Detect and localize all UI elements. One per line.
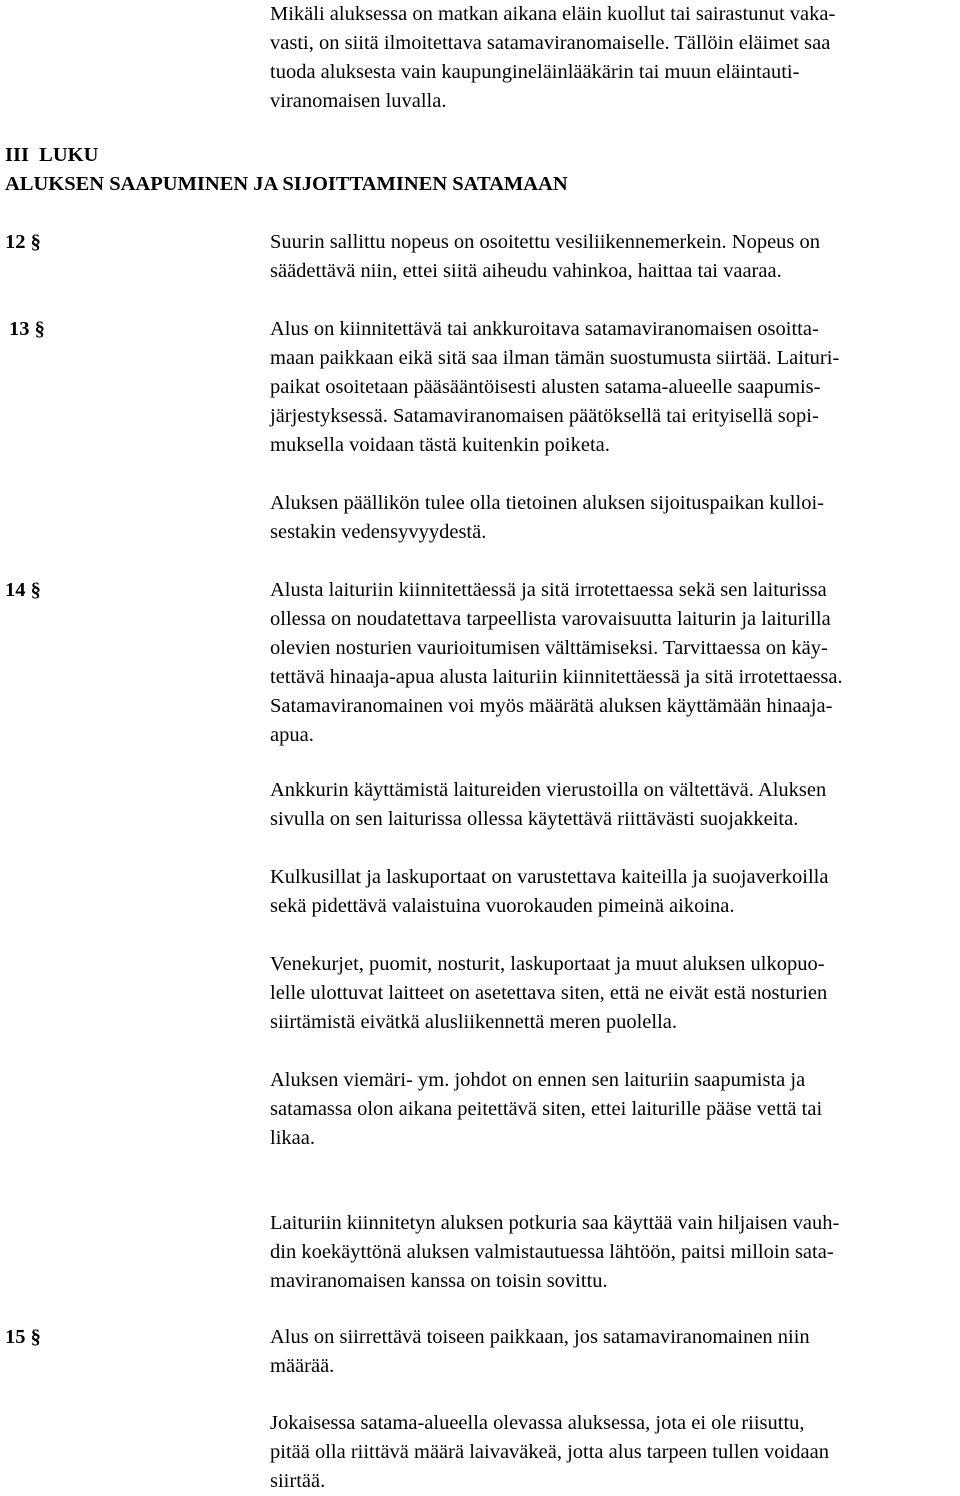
text-line: maviranomaisen kanssa on toisin sovittu. [270, 1270, 608, 1292]
section-15-paragraph-2 [270, 1409, 950, 1496]
text-line: olevien nosturien vaurioitumisen välttämiseksi. Tarvittaessa on käy- [270, 637, 828, 659]
text-line: muksella voidaan tästä kuitenkin poiketa. [270, 434, 610, 456]
text-line: Ankkurin käyttämistä laitureiden vierustoilla on vältettävä. Aluksen [270, 779, 827, 801]
text-line: Alus on kiinnitettävä tai ankkuroitava satamaviranomaisen osoitta- [270, 318, 819, 340]
chapter-number: III LUKU [5, 144, 99, 166]
section-14-body [270, 576, 950, 750]
text-line: järjestyksessä. Satamaviranomaisen päätöksellä tai erityisellä sopi- [270, 405, 819, 427]
text-line: Mikäli aluksessa on matkan aikana eläin kuollut tai sairastunut vaka- [270, 3, 836, 25]
text-line: sekä pidettävä valaistuina vuorokauden pimeinä aikoina. [270, 895, 735, 917]
text-line: sivulla on sen laiturissa ollessa käytettävä riittävästi suojakkeita. [270, 808, 799, 830]
text-line: määrää. [270, 1355, 335, 1377]
intro-paragraph [270, 0, 950, 116]
text-line: tuoda aluksesta vain kaupungineläinlääkärin tai muun eläintauti- [270, 61, 800, 83]
text-line: satamassa olon aikana peitettävä siten, ettei laiturille pääse vettä tai [270, 1098, 823, 1120]
text-line: likaa. [270, 1127, 315, 1149]
section-13-body [270, 315, 950, 460]
section-14-paragraph-4 [270, 950, 950, 1037]
text-line: sestakin vedensyvyydestä. [270, 521, 487, 543]
text-line: maan paikkaan eikä sitä saa ilman tämän suostumusta siirtää. Laituri- [270, 347, 840, 369]
text-line: paikat osoitetaan pääsääntöisesti alusten satama-alueelle saapumis- [270, 376, 821, 398]
text-line: säädettävä niin, ettei siitä aiheudu vahinkoa, haittaa tai vaaraa. [270, 260, 782, 282]
text-line: Aluksen viemäri- ym. johdot on ennen sen laituriin saapumista ja [270, 1069, 806, 1091]
text-line: Venekurjet, puomit, nosturit, laskuportaat ja muut aluksen ulkopuo- [270, 953, 825, 975]
section-number: 12 § [5, 231, 41, 253]
text-line: Satamaviranomainen voi myös määrätä aluksen käyttämään hinaaja- [270, 695, 833, 717]
section-number: 13 § [9, 318, 45, 340]
chapter-heading [5, 141, 568, 199]
text-line: Suurin sallittu nopeus on osoitettu vesiliikennemerkein. Nopeus on [270, 231, 821, 253]
text-line: siirtämistä eivätkä alusliikennettä meren puolella. [270, 1011, 678, 1033]
text-line: din koekäyttönä aluksen valmistautuessa lähtöön, paitsi milloin sata- [270, 1241, 834, 1263]
text-line: siirtää. [270, 1470, 326, 1492]
text-line: pitää olla riittävä määrä laivaväkeä, jotta alus tarpeen tullen voidaan [270, 1441, 829, 1463]
text-line: ollessa on noudatettava tarpeellista varovaisuutta laiturin ja laiturilla [270, 608, 831, 630]
section-14-paragraph-6 [270, 1209, 950, 1296]
text-line: Jokaisessa satama-alueella olevassa aluksessa, jota ei ole riisuttu, [270, 1412, 805, 1434]
text-line: tettävä hinaaja-apua alusta laituriin kiinnitettäessä ja sitä irrotettaessa. [270, 666, 843, 688]
text-line: Kulkusillat ja laskuportaat on varustettava kaiteilla ja suojaverkoilla [270, 866, 829, 888]
text-line: Laituriin kiinnitetyn aluksen potkuria saa käyttää vain hiljaisen vauh- [270, 1212, 840, 1234]
text-line: apua. [270, 724, 314, 746]
section-14-paragraph-2 [270, 776, 950, 834]
section-13-paragraph-2 [270, 489, 950, 547]
section-12-body [270, 228, 950, 286]
text-line: vasti, on siitä ilmoitettava satamaviranomaiselle. Tällöin eläimet saa [270, 32, 831, 54]
chapter-title: ALUKSEN SAAPUMINEN JA SIJOITTAMINEN SATAMAAN [5, 173, 568, 195]
section-14-paragraph-5 [270, 1066, 950, 1153]
section-15-body [270, 1323, 950, 1381]
section-number: 14 § [5, 579, 41, 601]
section-14-paragraph-3 [270, 863, 950, 921]
text-line: Aluksen päällikön tulee olla tietoinen aluksen sijoituspaikan kulloi- [270, 492, 824, 514]
section-number: 15 § [5, 1326, 41, 1348]
text-line: Alusta laituriin kiinnitettäessä ja sitä irrotettaessa sekä sen laiturissa [270, 579, 827, 601]
text-line: Alus on siirrettävä toiseen paikkaan, jos satamaviranomainen niin [270, 1326, 810, 1348]
text-line: viranomaisen luvalla. [270, 90, 447, 112]
text-line: lelle ulottuvat laitteet on asetettava siten, että ne eivät estä nosturien [270, 982, 828, 1004]
